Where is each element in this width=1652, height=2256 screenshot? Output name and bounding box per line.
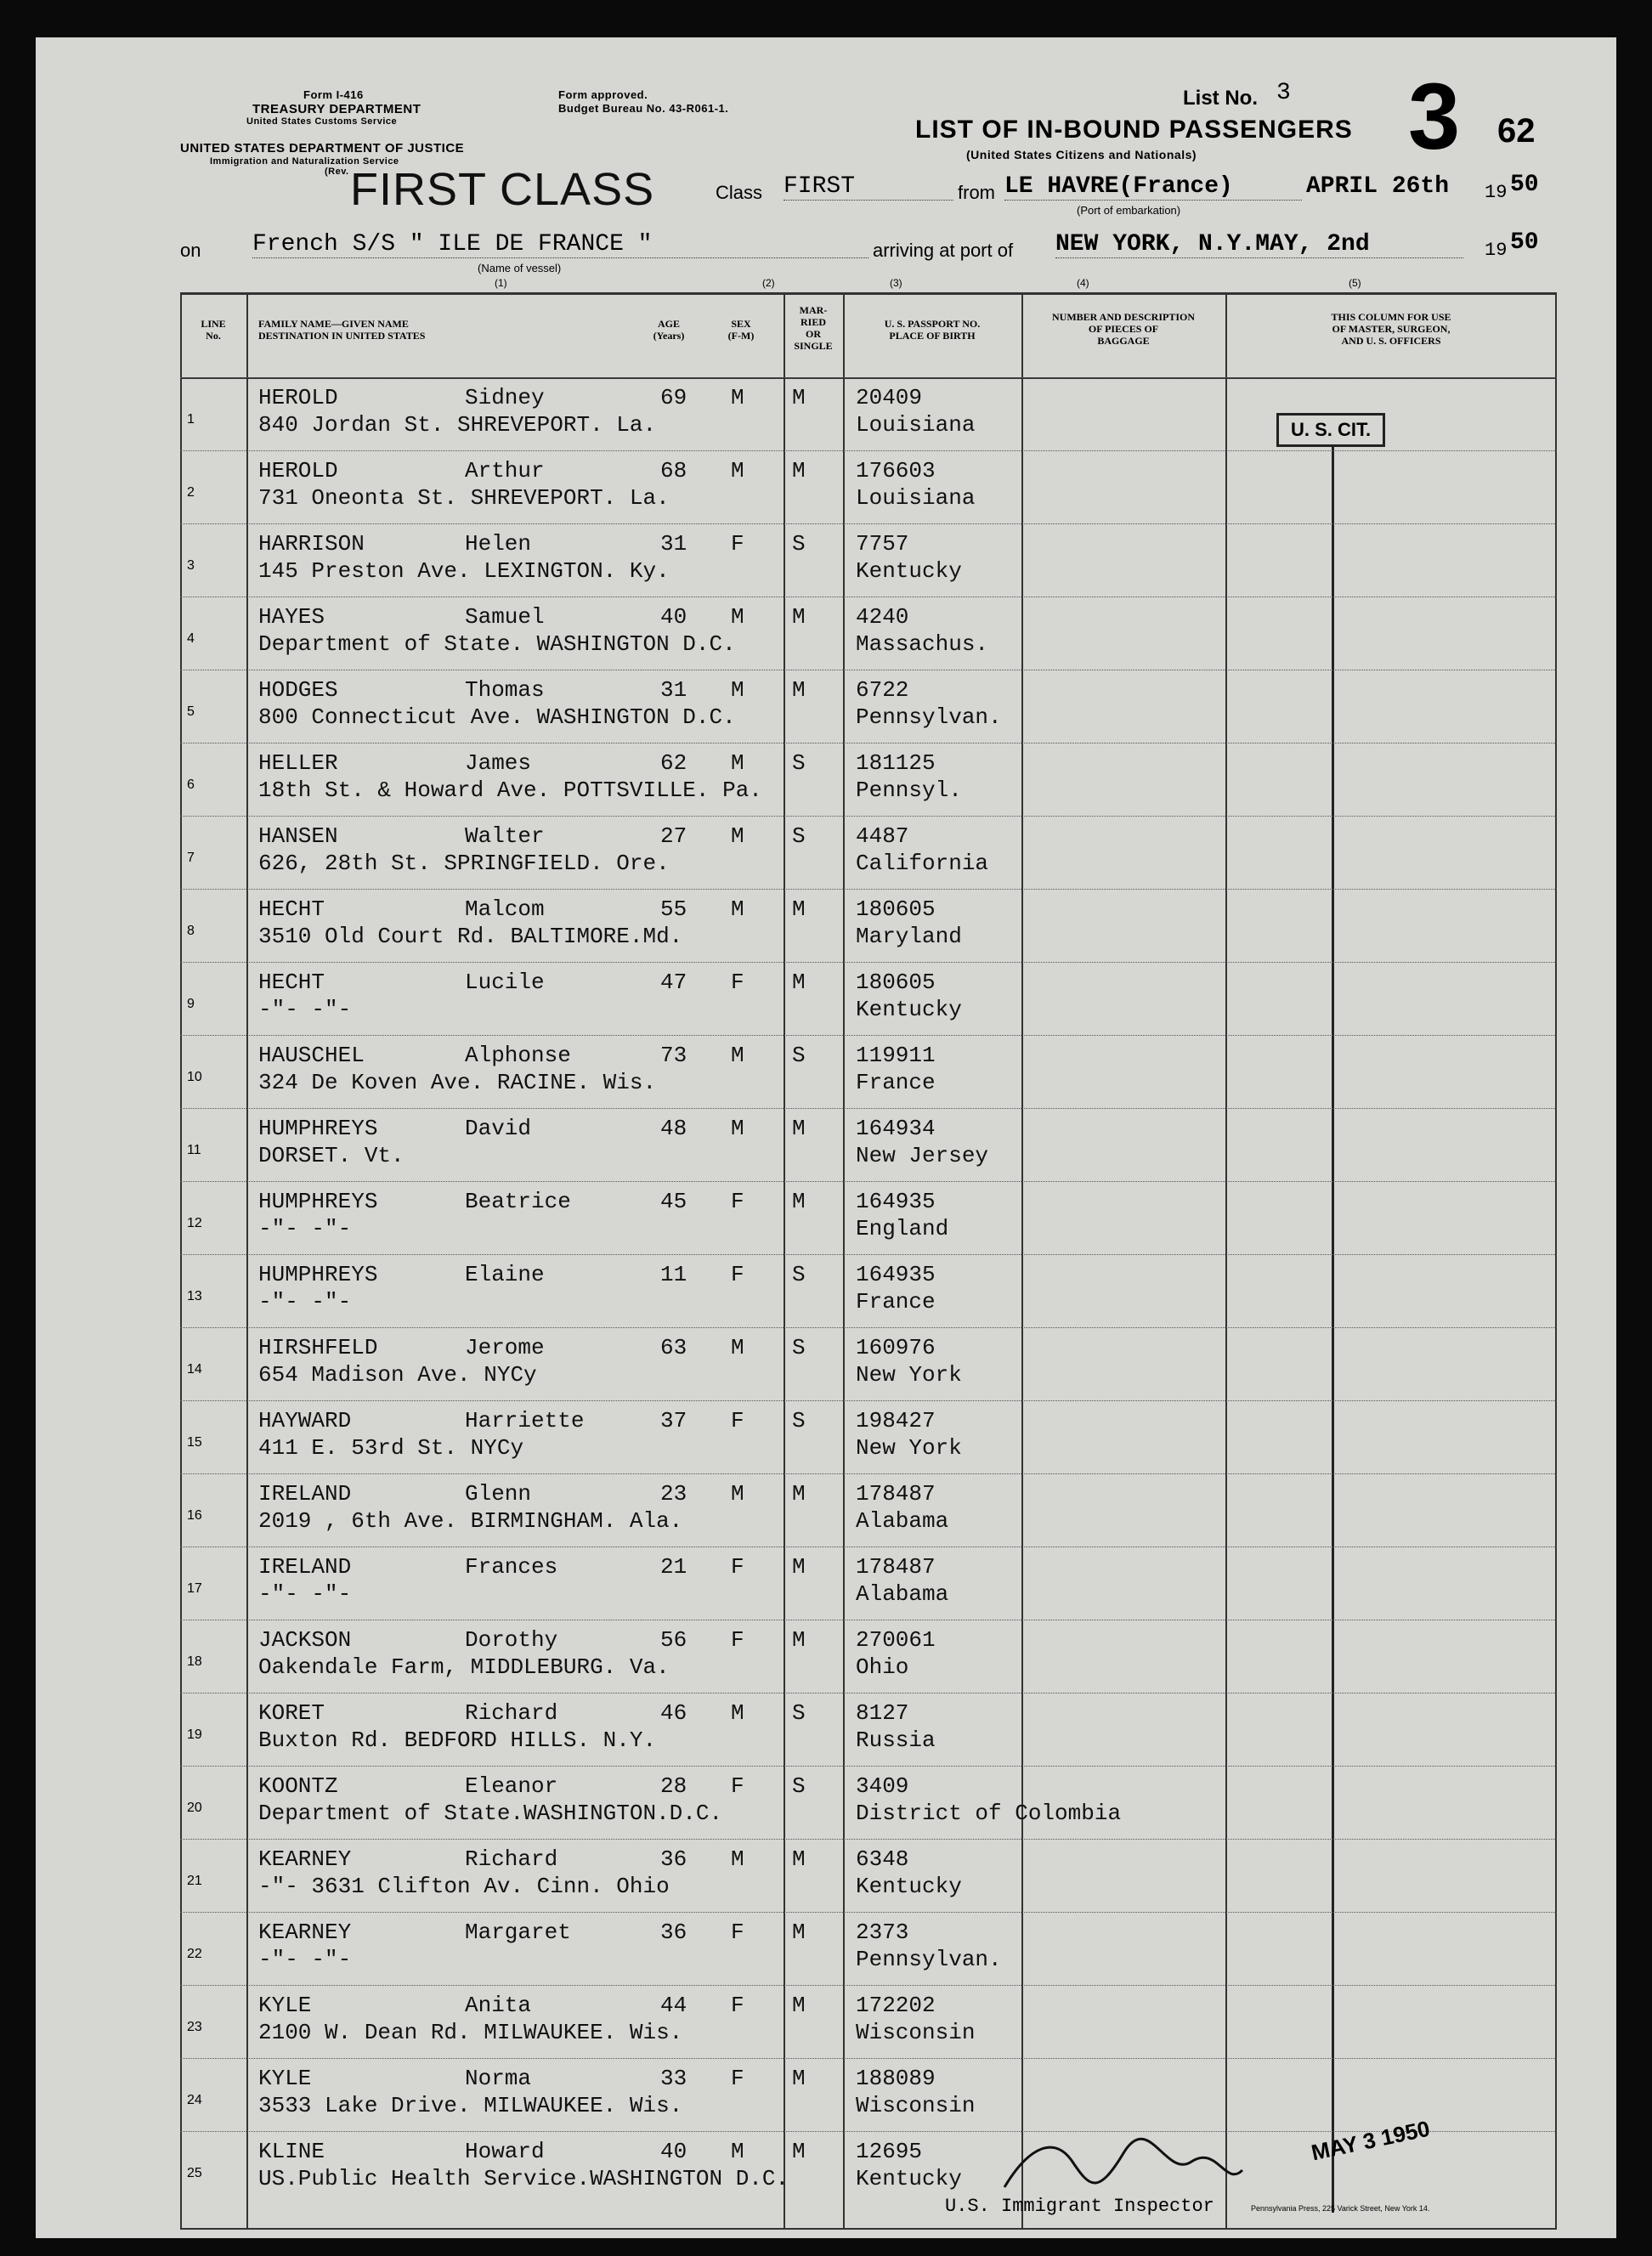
given-name: Margaret	[465, 1920, 571, 1945]
age: 56	[660, 1627, 687, 1653]
sex: M	[731, 750, 744, 776]
place-of-birth: New York	[856, 1435, 962, 1461]
given-name: James	[465, 750, 532, 776]
sex: F	[731, 1554, 744, 1580]
family-name: HARRISON	[258, 531, 365, 557]
list-no-handwritten: 3	[1408, 65, 1461, 169]
table-row	[180, 1546, 1557, 1620]
line-number: 9	[187, 997, 195, 1011]
passport-number: 20409	[856, 385, 923, 410]
line-number: 18	[187, 1654, 202, 1669]
sex: M	[731, 1700, 744, 1726]
given-name: Anita	[465, 1993, 532, 2018]
form-approved: Form approved.	[558, 88, 648, 101]
table-row	[180, 1693, 1557, 1767]
passport-number: 270061	[856, 1627, 936, 1653]
place-of-birth: Wisconsin	[856, 2020, 976, 2045]
age: 21	[660, 1554, 687, 1580]
line-number: 1	[187, 412, 195, 427]
sex: F	[731, 1189, 744, 1214]
family-name: KORET	[258, 1700, 325, 1726]
table-row	[180, 1035, 1557, 1109]
age: 36	[660, 1920, 687, 1945]
passport-number: 4487	[856, 823, 909, 849]
given-name: Sidney	[465, 385, 545, 410]
passport-number: 164935	[856, 1189, 936, 1214]
age: 46	[660, 1700, 687, 1726]
destination: Department of State. WASHINGTON D.C.	[258, 631, 736, 657]
passport-number: 4240	[856, 604, 909, 630]
given-name: Glenn	[465, 1481, 532, 1507]
family-name: HELLER	[258, 750, 338, 776]
family-name: HEROLD	[258, 458, 338, 483]
place-of-birth: Maryland	[856, 924, 962, 949]
destination: 3533 Lake Drive. MILWAUKEE. Wis.	[258, 2093, 683, 2118]
place-of-birth: Pennsylvan.	[856, 704, 1002, 730]
port-embark-caption: (Port of embarkation)	[1077, 204, 1181, 217]
marital-status: S	[792, 1043, 806, 1068]
sex: M	[731, 1043, 744, 1068]
printer-credit: Pennsylvania Press, 225 Varick Street, New York 14.	[1251, 2204, 1430, 2213]
place-of-birth: Pennsyl.	[856, 777, 962, 803]
destination: -"- 3631 Clifton Av. Cinn. Ohio	[258, 1874, 670, 1899]
list-no-value: 3	[1276, 80, 1291, 106]
line-number: 22	[187, 1947, 202, 1961]
destination: -"- -"-	[258, 1947, 352, 1972]
passport-number: 119911	[856, 1043, 936, 1068]
col-name: FAMILY NAME—GIVEN NAME DESTINATION IN UNITED STATES	[258, 318, 426, 342]
arrival-year-suffix: 50	[1510, 229, 1539, 256]
table-row	[180, 1839, 1557, 1913]
passport-number: 178487	[856, 1481, 936, 1507]
inspector-label: U.S. Immigrant Inspector	[945, 2196, 1214, 2217]
given-name: Harriette	[465, 1408, 585, 1433]
col-passport: U. S. PASSPORT NO. PLACE OF BIRTH	[884, 318, 981, 342]
given-name: Thomas	[465, 677, 545, 703]
table-row	[180, 889, 1557, 963]
age: 62	[660, 750, 687, 776]
marital-status: M	[792, 896, 806, 922]
passport-number: 180605	[856, 896, 936, 922]
from-value: LE HAVRE(France)	[1004, 173, 1302, 201]
passport-number: 12695	[856, 2139, 923, 2164]
line-number: 24	[187, 2093, 202, 2107]
marital-status: M	[792, 1116, 806, 1141]
sex: F	[731, 1262, 744, 1287]
age: 37	[660, 1408, 687, 1433]
passport-number: 6722	[856, 677, 909, 703]
on-label: on	[180, 240, 201, 261]
sex: F	[731, 1627, 744, 1653]
family-name: KEARNEY	[258, 1846, 352, 1872]
destination: 654 Madison Ave. NYCy	[258, 1362, 537, 1388]
marital-status: M	[792, 458, 806, 483]
sex: M	[731, 1335, 744, 1360]
table-row	[180, 2058, 1557, 2132]
place-of-birth: Alabama	[856, 1581, 949, 1607]
passport-number: 180605	[856, 970, 936, 995]
destination: -"- -"-	[258, 1581, 352, 1607]
destination: 145 Preston Ave. LEXINGTON. Ky.	[258, 558, 670, 584]
table-row	[180, 962, 1557, 1036]
marital-status: M	[792, 2066, 806, 2091]
family-name: HEROLD	[258, 385, 338, 410]
customs-service: United States Customs Service	[246, 116, 398, 127]
age: 45	[660, 1189, 687, 1214]
sex: F	[731, 1993, 744, 2018]
col-num-4: (4)	[1077, 277, 1089, 289]
vessel-caption: (Name of vessel)	[478, 262, 562, 274]
place-of-birth: New York	[856, 1362, 962, 1388]
col-num-1: (1)	[495, 277, 507, 289]
vessel-name: French S/S " ILE DE FRANCE "	[252, 231, 868, 258]
treasury-dept: TREASURY DEPARTMENT	[252, 102, 421, 116]
passport-number: 8127	[856, 1700, 909, 1726]
line-number: 6	[187, 777, 195, 792]
document-subtitle: (United States Citizens and Nationals)	[966, 148, 1197, 161]
sex: F	[731, 2066, 744, 2091]
place-of-birth: France	[856, 1289, 936, 1315]
line-number: 23	[187, 2020, 202, 2034]
given-name: Lucile	[465, 970, 545, 995]
line-number: 11	[187, 1143, 201, 1157]
family-name: HAUSCHEL	[258, 1043, 365, 1068]
marital-status: M	[792, 2139, 806, 2164]
list-no-label: List No.	[1183, 87, 1258, 110]
marital-status: M	[792, 1554, 806, 1580]
place-of-birth: Wisconsin	[856, 2093, 976, 2118]
family-name: HECHT	[258, 896, 325, 922]
destination: Department of State.WASHINGTON.D.C.	[258, 1801, 723, 1826]
given-name: Norma	[465, 2066, 532, 2091]
sex: F	[731, 531, 744, 557]
place-of-birth: Pennsylvan.	[856, 1947, 1002, 1972]
table-row	[180, 1912, 1557, 1986]
marital-status: S	[792, 1700, 806, 1726]
marital-status: S	[792, 531, 806, 557]
family-name: HECHT	[258, 970, 325, 995]
age: 68	[660, 458, 687, 483]
passport-number: 181125	[856, 750, 936, 776]
line-number: 5	[187, 704, 195, 719]
line-number: 3	[187, 558, 195, 573]
arriving-label: arriving at port of	[873, 240, 1014, 261]
sex: M	[731, 1116, 744, 1141]
destination: 324 De Koven Ave. RACINE. Wis.	[258, 1070, 657, 1095]
sex: F	[731, 1408, 744, 1433]
line-number: 4	[187, 631, 195, 646]
given-name: Eleanor	[465, 1773, 558, 1799]
given-name: Elaine	[465, 1262, 545, 1287]
marital-status: M	[792, 1920, 806, 1945]
col-sex: SEX (F-M)	[727, 318, 755, 342]
table-row	[180, 597, 1557, 670]
sex: M	[731, 677, 744, 703]
year-prefix: 19	[1485, 182, 1508, 203]
table-row	[180, 1327, 1557, 1401]
arrival-port: NEW YORK, N.Y.MAY, 2nd	[1055, 231, 1463, 258]
from-label: from	[958, 182, 995, 203]
line-number: 20	[187, 1801, 202, 1815]
passport-number: 176603	[856, 458, 936, 483]
sex: F	[731, 1920, 744, 1945]
family-name: HAYES	[258, 604, 325, 630]
manifest-sheet	[36, 37, 1616, 2238]
departure-date: APRIL 26th	[1306, 173, 1450, 200]
given-name: Jerome	[465, 1335, 545, 1360]
family-name: HIRSHFELD	[258, 1335, 378, 1360]
passport-number: 164935	[856, 1262, 936, 1287]
col-line-no: LINE No.	[201, 318, 226, 342]
family-name: HODGES	[258, 677, 338, 703]
age: 40	[660, 2139, 687, 2164]
class-label: Class	[716, 182, 763, 203]
line-number: 2	[187, 485, 195, 500]
family-name: KYLE	[258, 1993, 312, 2018]
year-suffix: 50	[1510, 172, 1539, 198]
place-of-birth: District of Colombia	[856, 1801, 1122, 1826]
given-name: Samuel	[465, 604, 545, 630]
col-num-5: (5)	[1349, 277, 1361, 289]
marital-status: S	[792, 823, 806, 849]
col-officers: THIS COLUMN FOR USE OF MASTER, SURGEON, AND U. S. OFFICERS	[1331, 311, 1451, 347]
sex: M	[731, 458, 744, 483]
family-name: KOONTZ	[258, 1773, 338, 1799]
sex: F	[731, 970, 744, 995]
passport-number: 172202	[856, 1993, 936, 2018]
age: 31	[660, 677, 687, 703]
place-of-birth: Massachus.	[856, 631, 989, 657]
passport-number: 198427	[856, 1408, 936, 1433]
passport-number: 3409	[856, 1773, 909, 1799]
family-name: HAYWARD	[258, 1408, 352, 1433]
passport-number: 160976	[856, 1335, 936, 1360]
inspector-signature	[996, 2128, 1251, 2204]
age: 23	[660, 1481, 687, 1507]
marital-status: M	[792, 1846, 806, 1872]
age: 63	[660, 1335, 687, 1360]
table-row	[180, 816, 1557, 890]
marital-status: S	[792, 750, 806, 776]
place-of-birth: Kentucky	[856, 1874, 962, 1899]
destination: Oakendale Farm, MIDDLEBURG. Va.	[258, 1654, 670, 1680]
given-name: Beatrice	[465, 1189, 571, 1214]
table-row	[180, 450, 1557, 524]
family-name: HUMPHREYS	[258, 1262, 378, 1287]
place-of-birth: California	[856, 851, 989, 876]
family-name: HUMPHREYS	[258, 1116, 378, 1141]
sex: M	[731, 896, 744, 922]
destination: 840 Jordan St. SHREVEPORT. La.	[258, 412, 657, 438]
family-name: IRELAND	[258, 1554, 352, 1580]
place-of-birth: New Jersey	[856, 1143, 989, 1168]
line-number: 10	[187, 1070, 202, 1084]
marital-status: M	[792, 604, 806, 630]
given-name: Walter	[465, 823, 545, 849]
age: 73	[660, 1043, 687, 1068]
age: 27	[660, 823, 687, 849]
table-row	[180, 670, 1557, 744]
place-of-birth: Alabama	[856, 1508, 949, 1534]
age: 55	[660, 896, 687, 922]
sex: M	[731, 823, 744, 849]
destination: US.Public Health Service.WASHINGTON D.C.	[258, 2166, 789, 2191]
line-number: 15	[187, 1435, 202, 1450]
family-name: KEARNEY	[258, 1920, 352, 1945]
place-of-birth: Louisiana	[856, 485, 976, 511]
family-name: KYLE	[258, 2066, 312, 2091]
marital-status: M	[792, 385, 806, 410]
sex: M	[731, 1481, 744, 1507]
line-number: 17	[187, 1581, 202, 1596]
place-of-birth: France	[856, 1070, 936, 1095]
table-row	[180, 1766, 1557, 1840]
justice-dept: UNITED STATES DEPARTMENT OF JUSTICE	[180, 141, 465, 155]
document-title: LIST OF IN-BOUND PASSENGERS	[915, 116, 1353, 144]
table-row	[180, 1108, 1557, 1182]
passport-number: 178487	[856, 1554, 936, 1580]
place-of-birth: England	[856, 1216, 949, 1241]
table-row	[180, 523, 1557, 597]
destination: 2100 W. Dean Rd. MILWAUKEE. Wis.	[258, 2020, 683, 2045]
marital-status: S	[792, 1262, 806, 1287]
marital-status: M	[792, 970, 806, 995]
rev-label: (Rev.	[325, 167, 349, 177]
line-number: 12	[187, 1216, 202, 1230]
line-number: 14	[187, 1362, 202, 1377]
line-number: 8	[187, 924, 195, 938]
place-of-birth: Ohio	[856, 1654, 909, 1680]
line-number: 19	[187, 1727, 202, 1742]
given-name: David	[465, 1116, 532, 1141]
table-row	[180, 1254, 1557, 1328]
arrival-year-prefix: 19	[1485, 240, 1508, 261]
line-number: 16	[187, 1508, 202, 1523]
table-row	[180, 743, 1557, 817]
table-row	[180, 1400, 1557, 1474]
marital-status: M	[792, 1627, 806, 1653]
col-num-3: (3)	[890, 277, 902, 289]
passport-number: 2373	[856, 1920, 909, 1945]
passport-number: 6348	[856, 1846, 909, 1872]
given-name: Helen	[465, 531, 532, 557]
destination: 2019 , 6th Ave. BIRMINGHAM. Ala.	[258, 1508, 683, 1534]
destination: 626, 28th St. SPRINGFIELD. Ore.	[258, 851, 670, 876]
table-row	[180, 1985, 1557, 2059]
sex: M	[731, 604, 744, 630]
destination: Buxton Rd. BEDFORD HILLS. N.Y.	[258, 1727, 657, 1753]
line-number: 13	[187, 1289, 202, 1303]
age: 33	[660, 2066, 687, 2091]
line-number: 25	[187, 2166, 202, 2180]
passport-number: 164934	[856, 1116, 936, 1141]
place-of-birth: Louisiana	[856, 412, 976, 438]
us-cit-stamp: U. S. CIT.	[1276, 413, 1385, 447]
age: 47	[660, 970, 687, 995]
date-stamp: MAY 3 1950	[1309, 2115, 1433, 2166]
given-name: Alphonse	[465, 1043, 571, 1068]
marital-status: M	[792, 1189, 806, 1214]
line-number: 7	[187, 851, 195, 865]
sex: F	[731, 1773, 744, 1799]
age: 69	[660, 385, 687, 410]
first-class-stamp: FIRST CLASS	[350, 164, 655, 215]
given-name: Arthur	[465, 458, 545, 483]
marital-status: S	[792, 1408, 806, 1433]
marital-status: S	[792, 1335, 806, 1360]
col-age: AGE (Years)	[653, 318, 685, 342]
form-number: Form I-416	[303, 88, 364, 101]
sex: M	[731, 2139, 744, 2164]
ins-service: Immigration and Naturalization Service	[210, 156, 399, 167]
age: 28	[660, 1773, 687, 1799]
given-name: Malcom	[465, 896, 545, 922]
passenger-table	[180, 292, 1557, 2230]
destination: -"- -"-	[258, 1216, 352, 1241]
sex: M	[731, 1846, 744, 1872]
class-value: FIRST	[784, 173, 953, 201]
age: 40	[660, 604, 687, 630]
age: 48	[660, 1116, 687, 1141]
given-name: Frances	[465, 1554, 558, 1580]
age: 11	[660, 1262, 687, 1287]
given-name: Howard	[465, 2139, 545, 2164]
age: 44	[660, 1993, 687, 2018]
family-name: KLINE	[258, 2139, 325, 2164]
given-name: Dorothy	[465, 1627, 558, 1653]
marital-status: M	[792, 677, 806, 703]
budget-bureau: Budget Bureau No. 43-R061-1.	[558, 102, 729, 115]
family-name: IRELAND	[258, 1481, 352, 1507]
destination: -"- -"-	[258, 997, 352, 1022]
sex: M	[731, 385, 744, 410]
destination: 411 E. 53rd St. NYCy	[258, 1435, 524, 1461]
family-name: HANSEN	[258, 823, 338, 849]
place-of-birth: Kentucky	[856, 558, 962, 584]
marital-status: M	[792, 1993, 806, 2018]
age: 36	[660, 1846, 687, 1872]
table-row	[180, 1620, 1557, 1693]
passport-number: 188089	[856, 2066, 936, 2091]
family-name: HUMPHREYS	[258, 1189, 378, 1214]
table-row	[180, 377, 1557, 451]
passport-number: 7757	[856, 531, 909, 557]
destination: 3510 Old Court Rd. BALTIMORE.Md.	[258, 924, 683, 949]
place-of-birth: Kentucky	[856, 997, 962, 1022]
marital-status: M	[792, 1481, 806, 1507]
place-of-birth: Kentucky	[856, 2166, 962, 2191]
page-number: 62	[1497, 112, 1536, 150]
given-name: Richard	[465, 1846, 558, 1872]
table-row	[180, 1473, 1557, 1547]
destination: DORSET. Vt.	[258, 1143, 405, 1168]
destination: 731 Oneonta St. SHREVEPORT. La.	[258, 485, 670, 511]
line-number: 21	[187, 1874, 202, 1888]
given-name: Richard	[465, 1700, 558, 1726]
destination: -"- -"-	[258, 1289, 352, 1315]
col-baggage: NUMBER AND DESCRIPTION OF PIECES OF BAGGAGE	[1051, 311, 1196, 347]
age: 31	[660, 531, 687, 557]
marital-status: S	[792, 1773, 806, 1799]
col-num-2: (2)	[762, 277, 775, 289]
place-of-birth: Russia	[856, 1727, 936, 1753]
table-row	[180, 1181, 1557, 1255]
family-name: JACKSON	[258, 1627, 352, 1653]
destination: 800 Connecticut Ave. WASHINGTON D.C.	[258, 704, 736, 730]
col-married: MAR- RIED OR SINGLE	[794, 304, 833, 352]
destination: 18th St. & Howard Ave. POTTSVILLE. Pa.	[258, 777, 762, 803]
